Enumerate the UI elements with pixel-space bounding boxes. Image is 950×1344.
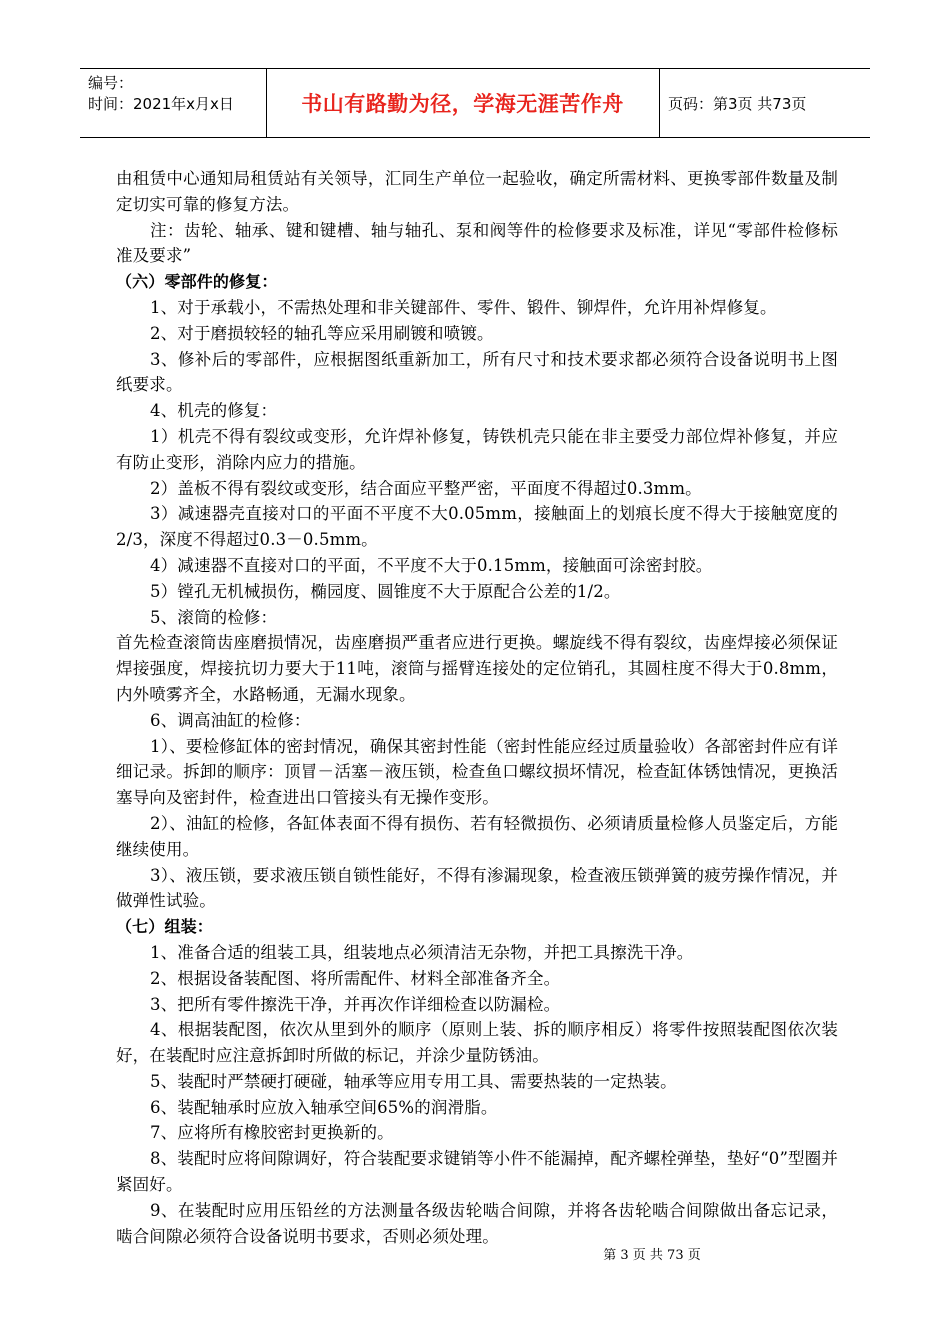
document-body [116, 166, 838, 1249]
document-date: 时间：2021年x月x日 [88, 95, 234, 113]
body-paragraph: 1）机壳不得有裂纹或变形，允许焊补修复，铸铁机壳只能在非主要受力部位焊补修复，并应有防止变形，消除内应力的措施。 [116, 426, 838, 472]
page-footer [0, 1244, 950, 1263]
section-heading: （六）零部件的修复： [116, 272, 278, 292]
body-paragraph: 2）、油缸的检修，各缸体表面不得有损伤、若有轻微损伤、必须请质量检修人员鉴定后，方能继续使用。 [116, 813, 838, 859]
body-paragraph: 2、对于磨损较轻的轴孔等应采用刷镀和喷镀。 [150, 323, 494, 343]
body-paragraph: 4、根据装配图，依次从里到外的顺序（原则上装、拆的顺序相反）将零件按照装配图依次装好，在装配时应注意拆卸时所做的标记，并涂少量防锈油。 [116, 1020, 838, 1066]
footer-page-number: 第 3 页 共 73 页 [603, 1248, 701, 1263]
body-paragraph: 注：齿轮、轴承、键和键槽、轴与轴孔、泵和阀等件的检修要求及标准，详见“零部件检修标准及要求” [116, 220, 838, 266]
body-paragraph: 2、根据设备装配图、将所需配件、材料全部准备齐全。 [150, 968, 561, 988]
body-paragraph: 6、装配轴承时应放入轴承空间65%的润滑脂。 [150, 1097, 498, 1117]
body-paragraph: 3、把所有零件擦洗干净，并再次作详细检查以防漏检。 [150, 994, 561, 1014]
body-paragraph: 4、机壳的修复： [150, 401, 278, 421]
body-paragraph: 5、装配时严禁硬打硬碰，轴承等应用专用工具、需要热装的一定热装。 [150, 1071, 677, 1091]
body-paragraph: 1）、要检修缸体的密封情况，确保其密封性能（密封性能应经过质量验收）各部密封件应有详细记录。拆卸的顺序：顶冒－活塞－液压锁，检查鱼口螺纹损坏情况，检查缸体锈蚀情况，更换活塞导向及密封件，检查进出口管接头有无操作变形。 [116, 736, 838, 808]
body-paragraph: 4）减速器不直接对口的平面，不平度不大于0.15mm，接触面可涂密封胶。 [150, 555, 713, 575]
body-paragraph: 1、对于承载小，不需热处理和非关键部件、零件、锻件、铆焊件，允许用补焊修复。 [150, 297, 777, 317]
body-paragraph: 1、准备合适的组装工具，组装地点必须清洁无杂物，并把工具擦洗干净。 [150, 942, 694, 962]
section-heading: （七）组装： [116, 917, 213, 937]
body-paragraph: 7、应将所有橡胶密封更换新的。 [150, 1123, 394, 1143]
body-paragraph: 5）镗孔无机械损伤，椭园度、圆锥度不大于原配合公差的1/2。 [150, 581, 621, 601]
page-header [80, 68, 870, 138]
header-slogan: 书山有路勤为径，学海无涯苦作舟 [301, 92, 624, 116]
body-paragraph: 8、装配时应将间隙调好，符合装配要求键销等小件不能漏掉，配齐螺栓弹垫，垫好“0”型圈并紧固好。 [116, 1149, 838, 1195]
body-paragraph: 3）、液压锁，要求液压锁自锁性能好，不得有渗漏现象，检查液压锁弹簧的疲劳操作情况，并做弹性试验。 [116, 865, 838, 911]
document-number-label: 编号： [88, 74, 134, 92]
body-paragraph: 首先检查滚筒齿座磨损情况，齿座磨损严重者应进行更换。螺旋线不得有裂纹，齿座焊接必须保证焊接强度，焊接抗切力要大于11吨，滚筒与摇臂连接处的定位销孔，其圆柱度不得大于0.8mm，内外喷雾齐全，水路畅通，无漏水现象。 [116, 633, 838, 704]
body-paragraph: 6、调高油缸的检修： [150, 710, 311, 730]
header-page-info: 页码：第3页 共73页 [668, 94, 807, 113]
body-paragraph: 3）减速器壳直接对口的平面不平度不大0.05mm，接触面上的划痕长度不得大于接触宽度的2/3，深度不得超过0.3－0.5mm。 [116, 504, 838, 550]
body-paragraph: 3、修补后的零部件，应根据图纸重新加工，所有尺寸和技术要求都必须符合设备说明书上图纸要求。 [116, 349, 838, 395]
body-paragraph: 9、在装配时应用压铅丝的方法测量各级齿轮啮合间隙，并将各齿轮啮合间隙做出备忘记录，啮合间隙必须符合设备说明书要求，否则必须处理。 [116, 1200, 838, 1246]
header-meta [80, 69, 266, 137]
body-paragraph: 由租赁中心通知局租赁站有关领导，汇同生产单位一起验收，确定所需材料、更换零部件数量及制定切实可靠的修复方法。 [116, 169, 838, 214]
body-paragraph: 2）盖板不得有裂纹或变形，结合面应平整严密，平面度不得超过0.3mm。 [150, 478, 702, 498]
body-paragraph: 5、滚筒的检修： [150, 607, 278, 627]
